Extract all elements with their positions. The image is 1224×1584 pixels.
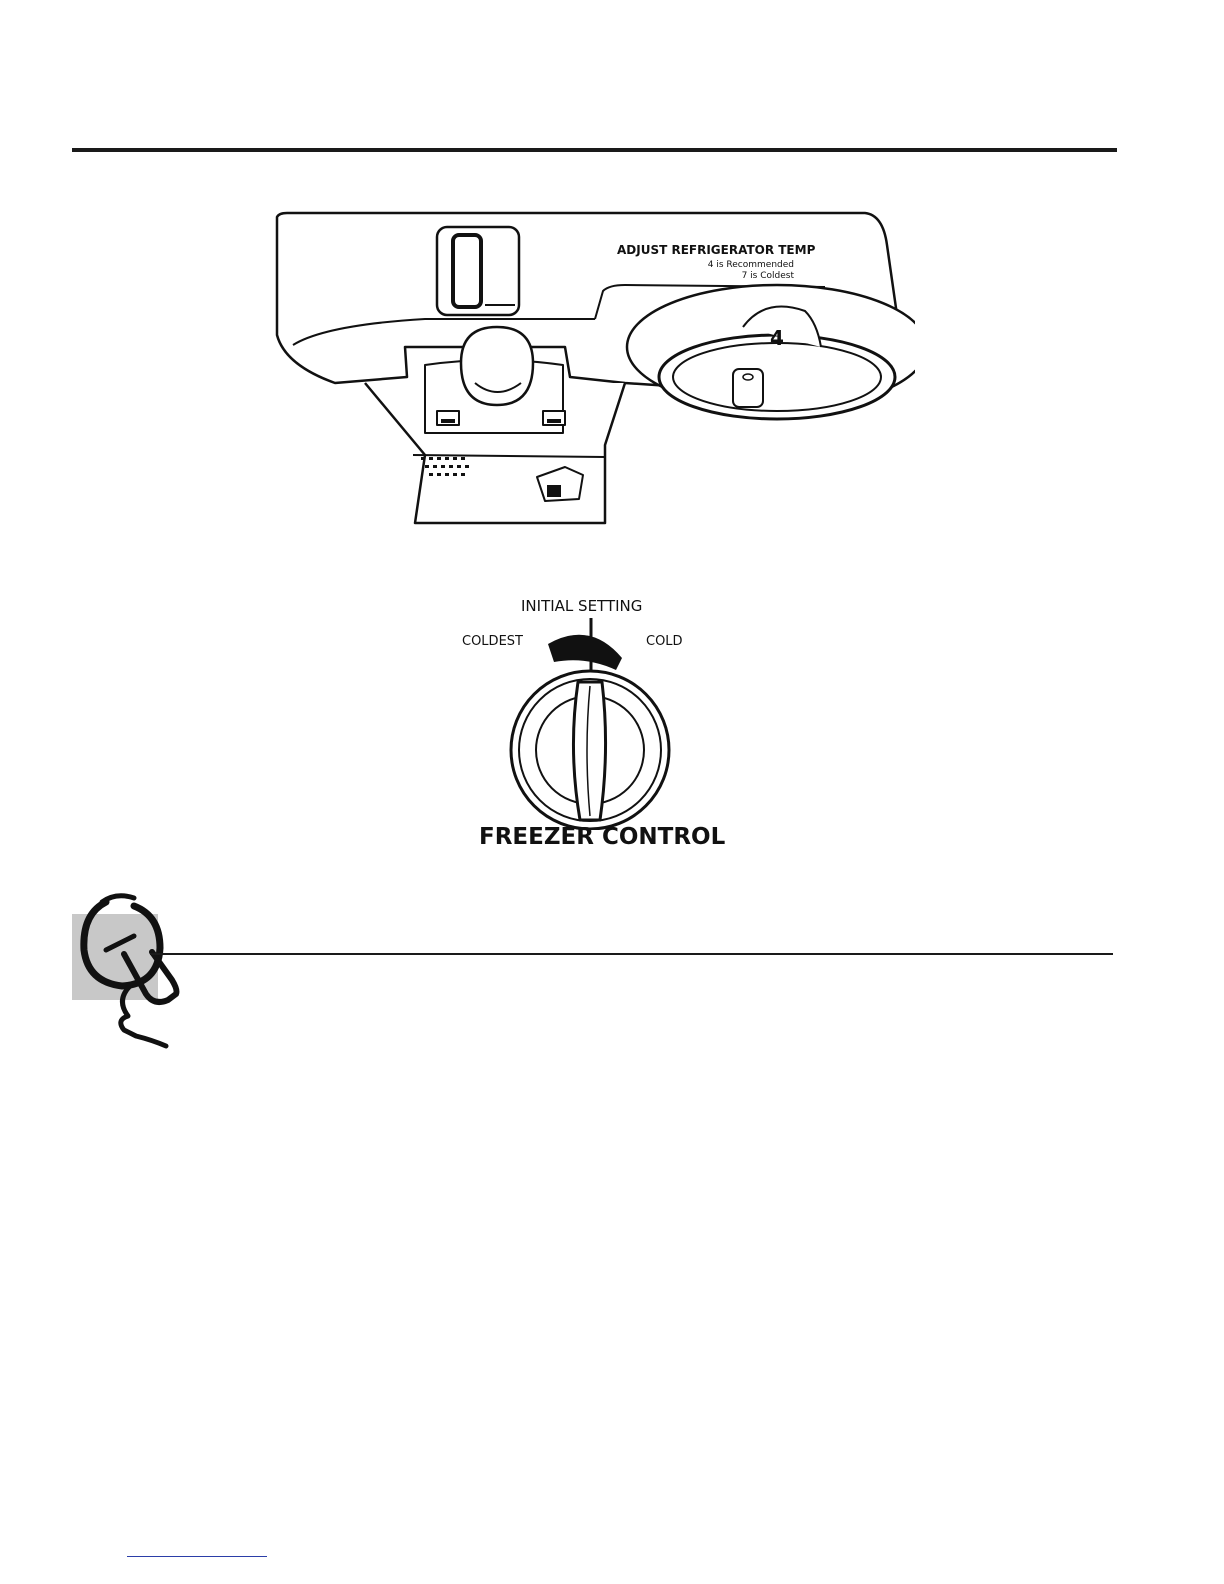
initial-setting-label: INITIAL SETTING	[521, 597, 643, 615]
coldest-label: COLDEST	[462, 634, 523, 649]
refrigerator-control-title: ADJUST REFRIGERATOR TEMP	[617, 243, 816, 257]
refrigerator-control-illustration	[265, 205, 915, 535]
refrigerator-coldest-note: 7 is Coldest	[741, 271, 794, 281]
footer-link-underline[interactable]	[127, 1556, 267, 1557]
refrigerator-dial-value[interactable]: 4	[770, 326, 784, 350]
header-rule	[72, 148, 1117, 152]
section-rule	[150, 953, 1113, 955]
cold-label: COLD	[646, 634, 683, 649]
freezer-control-dial[interactable]	[440, 590, 740, 830]
setting-arc-indicator	[548, 635, 622, 670]
refrigerator-recommended-note: 4 is Recommended	[707, 260, 794, 270]
finger-pressing-dial-icon	[72, 890, 192, 1050]
freezer-control-title: FREEZER CONTROL	[479, 824, 726, 850]
